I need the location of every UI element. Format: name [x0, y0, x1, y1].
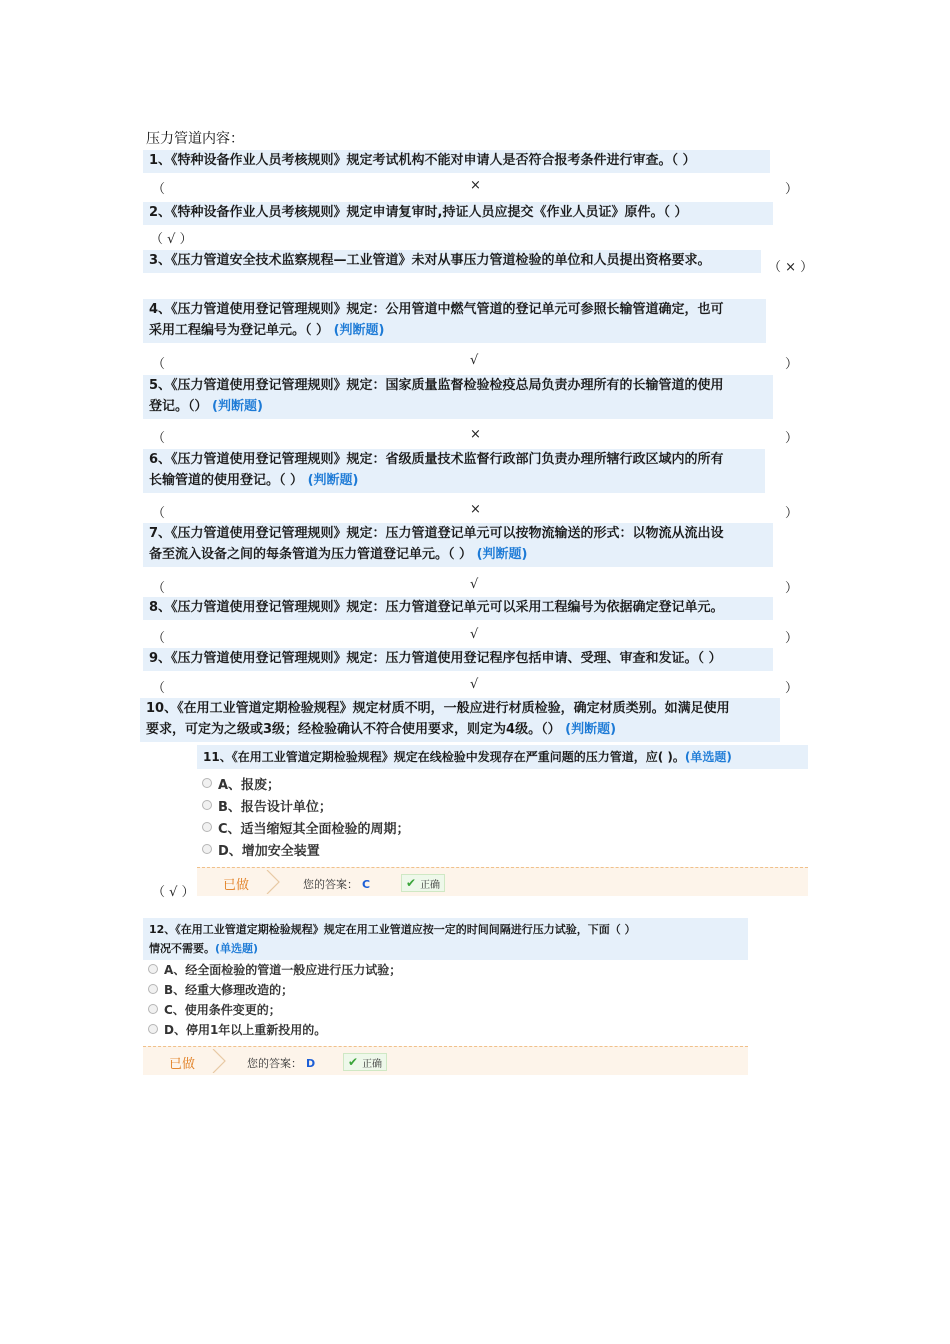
answer-line-8	[152, 627, 798, 645]
question-2	[143, 202, 773, 225]
option-label: B、经重大修理改造的；	[164, 982, 294, 997]
answer-line-7	[152, 577, 798, 595]
question-5-line1: 5、《压力管道使用登记管理规则》规定：国家质量监督检验检疫总局负责办理所有的长输管道的使用	[149, 378, 724, 393]
question-type-tag: (判断题)	[565, 722, 617, 737]
answer-open-paren: （	[152, 681, 166, 696]
your-answer	[247, 1055, 315, 1071]
q12-option-b[interactable]	[148, 979, 401, 999]
question-9	[143, 648, 773, 671]
answer-close-paren: ）	[784, 506, 798, 521]
answer-open-paren: （	[152, 506, 166, 521]
page-title: 压力管道内容：	[146, 131, 244, 147]
chevron-right-icon	[263, 870, 283, 894]
question-12	[143, 918, 748, 960]
radio-icon[interactable]	[148, 984, 158, 994]
question-7-line1: 7、《压力管道使用登记管理规则》规定：压力管道登记单元可以按物流输送的形式：以物流从流出设	[149, 526, 724, 541]
answer-line-1	[152, 178, 798, 196]
status-done: 已做	[223, 878, 250, 893]
question-type-tag: (判断题)	[307, 473, 359, 488]
answer-mark: ×	[470, 178, 481, 193]
answer-line-4	[152, 353, 798, 371]
answer-mark: ×	[470, 502, 481, 517]
answer-mark: ×	[470, 427, 481, 442]
question-3	[143, 250, 761, 273]
option-label: A、报废；	[218, 777, 281, 793]
question-9-text: 9、《压力管道使用登记管理规则》规定：压力管道使用登记程序包括申请、受理、审查和发证。（ ）	[149, 651, 722, 666]
question-8-text: 8、《压力管道使用登记管理规则》规定：压力管道登记单元可以采用工程编号为依据确定登记单元。	[149, 600, 724, 615]
question-8	[143, 597, 773, 620]
answer-close-paren: ）	[784, 431, 798, 446]
question-5	[143, 375, 773, 419]
q11-option-d[interactable]	[202, 838, 410, 860]
option-label: C、使用条件变更的；	[164, 1002, 281, 1017]
q12-options	[148, 959, 401, 1039]
radio-icon[interactable]	[202, 844, 212, 854]
answer-open-paren: （	[152, 581, 166, 596]
answer-close-paren: ）	[784, 182, 798, 197]
question-7-line2: 备至流入设备之间的每条管道为压力管道登记单元。（ ）	[149, 547, 473, 562]
radio-icon[interactable]	[148, 964, 158, 974]
q11-option-c[interactable]	[202, 816, 410, 838]
answer-mark-3: （ × ）	[768, 260, 814, 275]
answer-mark: √	[470, 677, 479, 692]
answer-close-paren: ）	[784, 581, 798, 596]
radio-icon[interactable]	[148, 1004, 158, 1014]
question-type-tag: (判断题)	[333, 323, 385, 338]
correct-label: 正确	[362, 1058, 383, 1070]
answer-mark: √	[470, 577, 479, 592]
your-answer-label: 您的答案：	[303, 878, 358, 891]
answer-close-paren: ）	[784, 681, 798, 696]
question-6-line1: 6、《压力管道使用登记管理规则》规定：省级质量技术监督行政部门负责办理所辖行政区域内的所有	[149, 452, 724, 467]
q12-status-bar	[143, 1046, 748, 1075]
question-10-line1: 10、《在用工业管道定期检验规程》规定材质不明，一般应进行材质检验，确定材质类别。如满足使用	[146, 701, 730, 716]
answer-open-paren: （	[152, 182, 166, 197]
your-answer-value: D	[306, 1057, 316, 1070]
check-icon: ✔	[348, 1055, 359, 1069]
check-icon: ✔	[406, 876, 417, 890]
answer-line-5	[152, 427, 798, 445]
q11-option-b[interactable]	[202, 794, 410, 816]
answer-mark-11: （ √ ）	[152, 885, 195, 900]
option-label: D、增加安全装置	[218, 843, 320, 859]
your-answer-value: C	[362, 878, 371, 891]
question-4	[143, 299, 766, 343]
question-10	[140, 698, 780, 742]
answer-close-paren: ）	[784, 357, 798, 372]
question-12-line1: 12、《在用工业管道定期检验规程》规定在用工业管道应按一定的时间间隔进行压力试验，下面（ ）	[149, 923, 636, 936]
your-answer	[303, 876, 370, 892]
answer-mark: √	[470, 627, 479, 642]
radio-icon[interactable]	[202, 778, 212, 788]
your-answer-label: 您的答案：	[247, 1057, 302, 1070]
question-10-line2: 要求，可定为之级或3级；经检验确认不符合使用要求，则定为4级。（）	[146, 722, 561, 737]
q11-status-bar	[197, 867, 808, 896]
question-2-text: 2、《特种设备作业人员考核规则》规定申请复审时,持证人员应提交《作业人员证》原件。（ ）	[149, 205, 688, 220]
question-type-tag: (单选题)	[215, 942, 259, 955]
radio-icon[interactable]	[148, 1024, 158, 1034]
option-label: C、适当缩短其全面检验的周期；	[218, 821, 410, 837]
question-4-line2: 采用工程编号为登记单元。（ ）	[149, 323, 330, 338]
option-label: B、报告设计单位；	[218, 799, 332, 815]
question-type-tag: (单选题)	[684, 750, 732, 764]
radio-icon[interactable]	[202, 800, 212, 810]
q11-options	[202, 772, 410, 860]
option-label: A、经全面检验的管道一般应进行压力试验；	[164, 962, 402, 977]
answer-line-9	[152, 677, 798, 695]
radio-icon[interactable]	[202, 822, 212, 832]
question-7	[143, 523, 773, 567]
question-11-text: 11、《在用工业管道定期检验规程》规定在线检验中发现存在严重问题的压力管道，应( )。	[203, 750, 685, 764]
option-label: D、停用1年以上重新投用的。	[164, 1022, 327, 1037]
correct-badge	[401, 874, 445, 892]
correct-label: 正确	[420, 879, 441, 891]
answer-open-paren: （	[152, 631, 166, 646]
q11-option-a[interactable]	[202, 772, 410, 794]
question-type-tag: (判断题)	[212, 399, 263, 414]
question-5-line2: 登记。（）	[149, 399, 208, 414]
answer-mark-2: （ √ ）	[150, 232, 193, 247]
question-1	[143, 150, 770, 173]
answer-open-paren: （	[152, 357, 166, 372]
question-6-line2: 长输管道的使用登记。（ ）	[149, 473, 304, 488]
question-12-line2: 情况不需要。	[149, 942, 215, 955]
question-6	[143, 449, 765, 493]
answer-line-6	[152, 502, 798, 520]
question-11	[197, 745, 808, 769]
question-3-text: 3、《压力管道安全技术监察规程—工业管道》未对从事压力管道检验的单位和人员提出资格要求。	[149, 253, 711, 268]
correct-badge	[343, 1053, 387, 1071]
answer-mark: √	[470, 353, 479, 368]
status-done: 已做	[169, 1057, 196, 1072]
q12-option-a[interactable]	[148, 959, 401, 979]
question-type-tag: (判断题)	[476, 547, 528, 562]
chevron-right-icon	[209, 1049, 229, 1073]
q12-option-d[interactable]	[148, 1019, 401, 1039]
answer-open-paren: （	[152, 431, 166, 446]
q12-option-c[interactable]	[148, 999, 401, 1019]
answer-close-paren: ）	[784, 631, 798, 646]
question-1-text: 1、《特种设备作业人员考核规则》规定考试机构不能对申请人是否符合报考条件进行审查。（ ）	[149, 153, 696, 168]
question-4-line1: 4、《压力管道使用登记管理规则》规定：公用管道中燃气管道的登记单元可参照长输管道确定，也可	[149, 302, 724, 317]
